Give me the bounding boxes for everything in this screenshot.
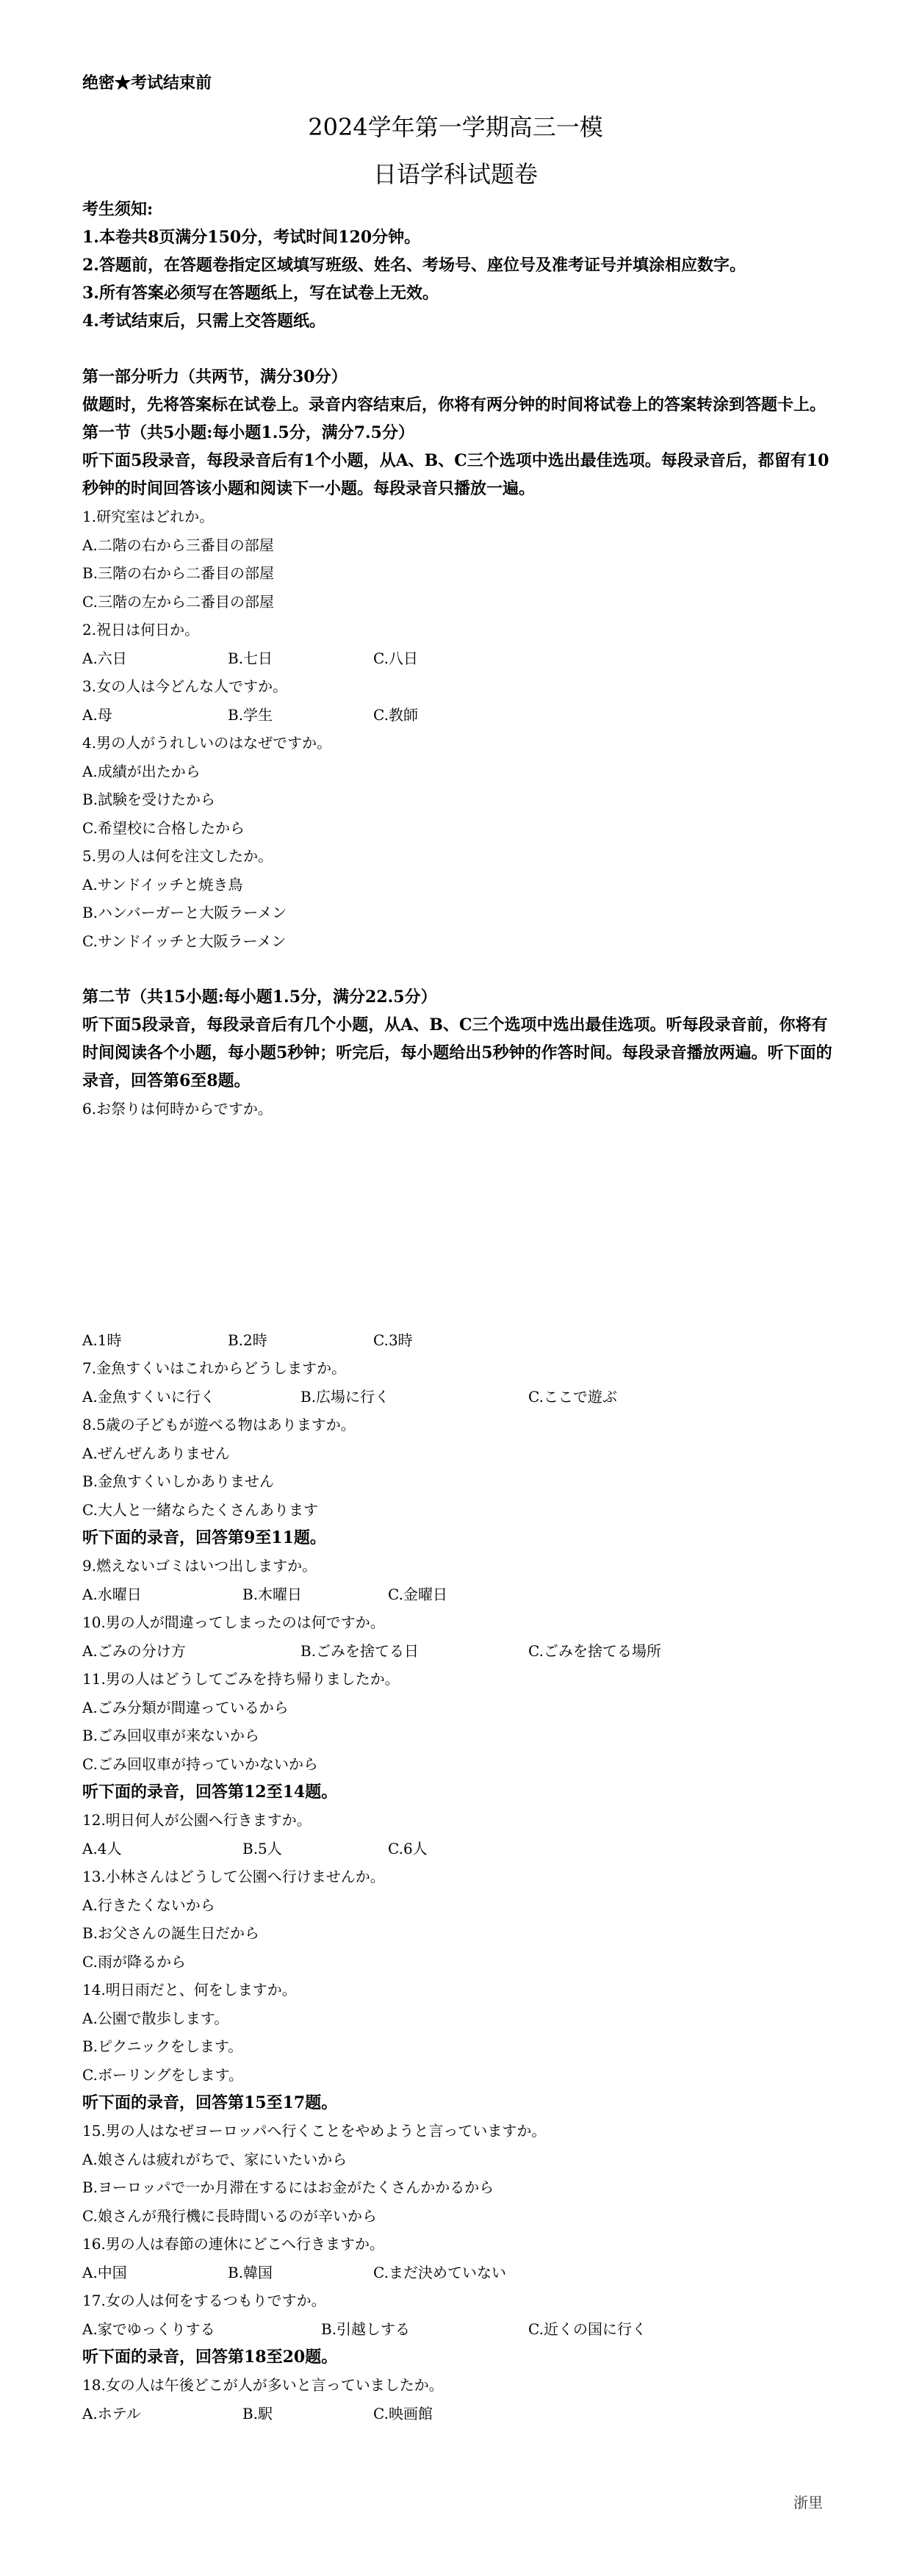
blank-space [82,1123,839,1326]
option-b: B.金魚すくいしかありません [82,1472,275,1490]
option-c: C.映画館 [373,2404,433,2422]
option-b: B.ごみ回収車が来ないから [82,1727,260,1744]
option-b: B.ハンバーガーと大阪ラーメン [82,904,287,921]
part1-intro: 做题时，先将答案标在试卷上。录音内容结束后，你将有两分钟的时间将试卷上的答案转涂到答题卡上。 [82,395,827,414]
option-a: A.公園で散歩します。 [82,2009,229,2027]
option-a: A.サンドイッチと焼き鳥 [82,875,243,893]
option-a: A.水曜日 [82,1585,142,1603]
notice-item: 2.答题前，在答题卷指定区域填写班级、姓名、考场号、座位号及准考证号并填涂相应数字。 [82,256,746,275]
question-14: 14.明日雨だと、何をしますか。 [82,1981,297,1998]
footer-mark: 浙里 [793,2494,823,2511]
secret-label: 绝密★考试结束前 [82,73,212,93]
exam-subtitle: 日语学科试题卷 [372,160,538,188]
option-b: B.学生 [228,705,273,724]
options-row [82,2400,839,2428]
option-b: B.駅 [242,2404,273,2422]
question-15: 15.男の人はなぜヨーロッパへ行くことをやめようと言っていますか。 [82,2122,547,2140]
option-a: A.二階の右から三番目の部屋 [82,536,274,554]
option-c: C.金曜日 [388,1585,447,1603]
option-c: C.希望校に合格したから [82,819,245,837]
option-c: C.3時 [373,1331,413,1349]
option-c: C.まだ決めていない [373,2263,506,2281]
option-a: A.4人 [82,1839,122,1857]
question-1: 1.研究室はどれか。 [82,508,215,525]
option-b: B.お父さんの誕生日だから [82,1924,260,1942]
option-c: C.ごみ回収車が持っていかないから [82,1755,318,1773]
option-a: A.行きたくないから [82,1896,215,1914]
options-row [82,701,839,730]
question-11: 11.男の人はどうしてごみを持ち帰りましたか。 [82,1670,400,1688]
option-a: A.ごみの分け方 [82,1641,186,1660]
question-16: 16.男の人は春節の連休にどこへ行きますか。 [82,2235,385,2253]
option-b: B.5人 [242,1839,282,1857]
part1-heading: 第一部分听力（共两节，满分30分） [82,367,348,386]
exam-title: 2024学年第一学期高三一模 [308,113,603,141]
question-2: 2.祝日は何日か。 [82,621,200,638]
dialogue-direction: 听下面的录音，回答第15至17题。 [82,2093,338,2112]
question-10: 10.男の人が間違ってしまったのは何ですか。 [82,1613,385,1631]
notice-item: 3.所有答案必须写在答题纸上，写在试卷上无效。 [82,284,439,303]
option-b: B.試験を受けたから [82,791,216,808]
option-c: C.ここで遊ぶ [528,1387,617,1406]
option-c: C.雨が降るから [82,1952,186,1971]
question-13: 13.小林さんはどうして公園へ行けませんか。 [82,1868,385,1885]
question-9: 9.燃えないゴミはいつ出しますか。 [82,1557,317,1575]
question-8: 8.5歳の子どもが遊べる物はありますか。 [82,1416,356,1433]
option-b: B.広場に行く [300,1387,390,1406]
question-3: 3.女の人は今どんな人ですか。 [82,677,288,695]
notice-heading: 考生须知: [82,200,154,219]
option-a: A.ぜんぜんありません [82,1444,230,1462]
option-a: A.娘さんは疲れがちで、家にいたいから [82,2150,348,2168]
option-a: A.成績が出たから [82,762,201,780]
option-a: A.1時 [82,1331,122,1349]
option-a: A.家でゆっくりする [82,2320,215,2338]
dialogue-direction: 听下面的录音，回答第12至14题。 [82,1782,338,1802]
options-row [82,644,839,673]
question-7: 7.金魚すくいはこれからどうしますか。 [82,1359,347,1377]
section1-intro: 听下面5段录音，每段录音后有1个小题，从A、B、C三个选项中选出最佳选项。每段录音后，都留有10秒钟的时间回答该小题和阅读下一小题。每段录音只播放一遍。 [82,451,829,498]
dialogue-direction: 听下面的录音，回答第9至11题。 [82,1528,326,1547]
option-b: B.引越しする [321,2320,411,2338]
options-row [82,1326,839,1355]
options-row [82,1835,839,1863]
section2-intro: 听下面5段录音，每段录音后有几个小题，从A、B、C三个选项中选出最佳选项。听每段录音前，你将有时间阅读各个小题，每小题5秒钟；听完后，每小题给出5秒钟的作答时间。每段录音播放两遍。听下面的录音，回答第6至8题。 [82,1015,832,1090]
option-a: A.ごみ分類が間違っているから [82,1698,289,1716]
option-a: A.金魚すくいに行く [82,1387,215,1406]
option-b: B.韓国 [228,2263,273,2281]
option-b: B.木曜日 [242,1585,303,1603]
option-a: A.中国 [82,2263,127,2281]
options-row [82,1637,839,1666]
option-c: C.サンドイッチと大阪ラーメン [82,932,287,950]
option-b: B.ごみを捨てる日 [300,1641,420,1660]
notice-item: 1.本卷共8页满分150分，考试时间120分钟。 [82,228,421,247]
options-row [82,2315,839,2344]
option-c: C.近くの国に行く [528,2320,647,2338]
question-17: 17.女の人は何をするつもりですか。 [82,2292,326,2309]
options-row [82,1383,839,1411]
option-c: C.娘さんが飛行機に長時間いるのが辛いから [82,2206,377,2225]
option-b: B.三階の右から二番目の部屋 [82,564,275,582]
question-6: 6.お祭りは何時からですか。 [82,1100,273,1118]
option-a: A.六日 [82,649,127,667]
options-row [82,2259,839,2287]
option-c: C.ごみを捨てる場所 [528,1641,661,1660]
question-5: 5.男の人は何を注文したか。 [82,847,273,865]
option-a: A.ホテル [82,2404,141,2422]
notice-item: 4.考试结束后，只需上交答题纸。 [82,312,325,331]
section2-heading: 第二节（共15小题:每小题1.5分，满分22.5分） [82,987,437,1007]
question-4: 4.男の人がうれしいのはなぜですか。 [82,734,332,752]
section1-heading: 第一节（共5小题:每小题1.5分，满分7.5分） [82,423,414,442]
question-18: 18.女の人は午後どこが人が多いと言っていましたか。 [82,2376,444,2394]
option-c: C.教師 [373,705,418,724]
option-c: C.三階の左から二番目の部屋 [82,592,274,611]
option-b: B.ピクニックをします。 [82,2037,243,2055]
option-c: C.八日 [373,649,418,667]
question-12: 12.明日何人が公園へ行きますか。 [82,1811,312,1829]
option-b: B.2時 [228,1331,267,1349]
option-c: C.大人と一緒ならたくさんあります [82,1500,318,1519]
option-c: C.6人 [388,1839,428,1857]
option-c: C.ボーリングをします。 [82,2065,243,2084]
exam-body [82,195,839,2428]
option-a: A.母 [82,705,112,724]
dialogue-direction: 听下面的录音，回答第18至20题。 [82,2347,338,2367]
options-row [82,1580,839,1609]
option-b: B.七日 [228,649,273,667]
option-b: B.ヨーロッパで一か月滞在するにはお金がたくさんかかるから [82,2179,494,2196]
